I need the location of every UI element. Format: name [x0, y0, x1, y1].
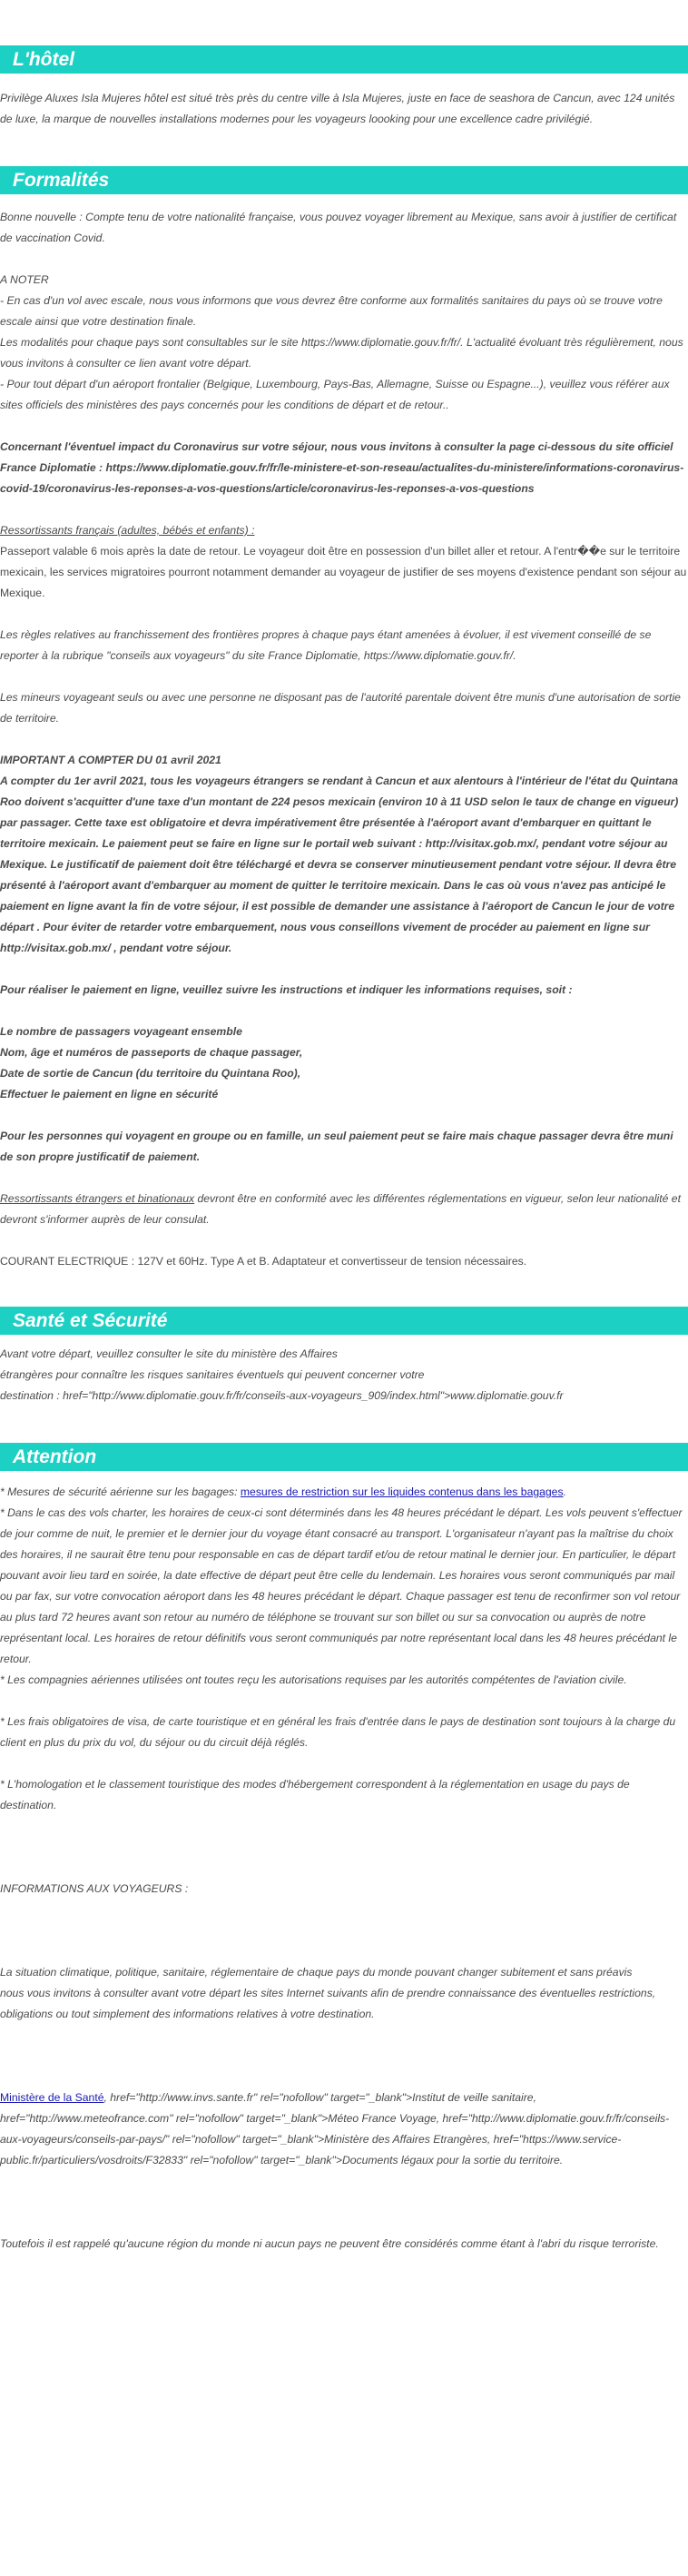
sante-line: étrangères pour connaître les risques sanitaires éventuels qui peuvent concerner votre [0, 1368, 425, 1381]
passport-requirement: Passeport valable 6 mois après la date de retour. Le voyageur doit être en possession d'un billet aller et retour. A l'entr��e sur le territoire mexicain, les services migratoires pourront notamment demander au voyageur de justifier de ses moyens d'existence pendant son séjour au Mexique. [0, 545, 687, 599]
terrorisme-note: Toutefois il est rappelé qu'aucune région du monde ni aucun pays ne peuvent être considérés comme étant à l'abri du risque terroriste. [0, 2237, 659, 2250]
attention-content [0, 1482, 688, 2255]
regles-frontieres: Les règles relatives au franchissement des frontières propres à chaque pays étant amenées à évoluer, il est vivement conseillé de se reporter à la rubrique "conseils aux voyageurs" du site France Diplomatie, https://www.diplomatie.gouv.fr/. [0, 628, 652, 662]
section-title-hotel: L'hôtel [0, 45, 688, 74]
bagages-end: . [563, 1485, 566, 1498]
hotel-text: Privilège Aluxes Isla Mujeres hôtel est situé très près du centre ville à Isla Mujeres, juste en face de seashora de Cancun, avec 124 unités de luxe, la marque de nouvelles installations modernes pour les voyageurs loooking pour une excellence cadre privilégié. [0, 92, 675, 125]
groupe-note: Pour les personnes qui voyagent en groupe ou en famille, un seul paiement peut se faire mais chaque passager devra être muni de son propre justificatif de paiement. [0, 1130, 673, 1163]
situation-note: La situation climatique, politique, sanitaire, réglementaire de chaque pays du monde pouvant changer subitement et sans préavis [0, 1966, 633, 1979]
modalites-note: Les modalités pour chaque pays sont consultables sur le site https://www.diplomatie.gouv.fr/fr/. L'actualité évoluant très régulièrement, nous vous invitons à consulter ce lien avant votre départ. [0, 336, 683, 370]
ressources-text: , href="http://www.invs.sante.fr" rel="nofollow" target="_blank">Institut de veille sanitaire, href="http://www.meteofrance.com" rel="nofollow" target="_blank">Méteo France Voyage, href="http://www.diplomatie.gouv.fr/fr/conseils-aux-voyageurs/conseils-par-pays/" rel="nofollow" target="_blank">Ministère des Affaires Etrangères, href="https://www.service-public.fr/particuliers/vosdroits/F32833" rel="nofollow" target="_blank">Documents légaux pour la sortie du territoire. [0, 2091, 670, 2166]
courant-electrique: COURANT ELECTRIQUE : 127V et 60Hz. Type A et B. Adaptateur et convertisseur de tension nécessaires. [0, 1255, 527, 1268]
a-noter-heading: A NOTER [0, 273, 49, 286]
section-title-attention: Attention [0, 1443, 688, 1471]
bagages-text: * Mesures de sécurité aérienne sur les bagages: [0, 1485, 241, 1498]
mineurs-note: Les mineurs voyageant seuls ou avec une personne ne disposant pas de l'autorité parentale doivent être munis d'une autorisation de sortie de territoire. [0, 691, 681, 725]
sante-line: Avant votre départ, veuillez consulter le site du ministère des Affaires [0, 1347, 338, 1360]
ressortissants-heading: Ressortissants français (adultes, bébés et enfants) : [0, 524, 255, 537]
etrangers-label: Ressortissants étrangers et binationaux [0, 1192, 195, 1205]
requirement-item: Date de sortie de Cancun (du territoire du Quintana Roo), [0, 1067, 301, 1080]
aeroport-frontalier-note: - Pour tout départ d'un aéroport frontalier (Belgique, Luxembourg, Pays-Bas, Allemagne, Suisse ou Espagne...), veuillez vous référer aux sites officiels des ministères des pays concernés pour les conditions de départ et de retour.. [0, 378, 670, 411]
requirement-item: Le nombre de passagers voyageant ensemble [0, 1025, 242, 1038]
etrangers-text: devront être en conformité avec les différentes réglementations en vigueur, selon leur nationalité et devront s'informer auprès de leur consulat. [0, 1192, 681, 1226]
hotel-description [0, 88, 688, 130]
section-title-formalites: Formalités [0, 166, 688, 194]
situation-note-2: nous vous invitons à consulter avant votre départ les sites Internet suivants afin de prendre connaissance des éventuelles restrictions, obligations ou tout simplement des informations relatives à votre destination. [0, 1987, 656, 2020]
formalites-content [0, 207, 688, 1272]
requirement-item: Effectuer le paiement en ligne en sécurité [0, 1088, 219, 1100]
bagages-note [0, 1482, 688, 1503]
homologation-note: * L'homologation et le classement touristique des modes d'hébergement correspondent à la réglementation en usage du pays de destination. [0, 1778, 630, 1811]
covid-notice: Concernant l'éventuel impact du Coronavirus sur votre séjour, nous vous invitons à consulter la page ci-dessous du site officiel France Diplomatie : https://www.diplomatie.gouv.fr/fr/le-ministere-et-son-reseau/actualites-du-ministere/informations-coronavirus-covid-19/coronavirus-les-reponses-a-vos-questions/article/coronavirus-les-reponses-a-vos-questions [0, 440, 684, 495]
etrangers-note [0, 1189, 688, 1230]
frais-note: * Les frais obligatoires de visa, de carte touristique et en général les frais d'entrée dans le pays de destination sont toujours à la charge du client en plus du prix du vol, du séjour ou du circuit déjà réglés. [0, 1715, 676, 1749]
charter-note: * Dans le cas des vols charter, les horaires de ceux-ci sont déterminés dans les 48 heures précédant le départ. Les vols peuvent s'effectuer de jour comme de nuit, le premier et le dernier jour du voyage étant consacré au transport. L'organisateur n'ayant pas la maîtrise du choix des horaires, il ne saurait être tenu pour responsable en cas de départ tardif et/ou de retour matinal le dernier jour. En particulier, le départ pouvant avoir lieu tard en soirée, la date effective de départ peut être celle du lendemain. Les horaires vous seront communiqués par mail ou par fax, sur votre convocation aéroport dans les 48 heures précédant le départ. Chaque passager est tenu de reconfirmer son vol retour au plus tard 72 heures avant son retour au numéro de téléphone se trouvant sur son billet ou sur sa convocation ou auprès de notre représentant local. Les horaires de retour définitifs vous seront communiqués par notre représentant local dans les 48 heures précédant le retour. [0, 1506, 683, 1665]
paiement-instructions: Pour réaliser le paiement en ligne, veuillez suivre les instructions et indiquer les informations requises, soit : [0, 983, 573, 996]
sante-content [0, 1344, 688, 1406]
info-voyageurs-heading: INFORMATIONS AUX VOYAGEURS : [0, 1882, 189, 1895]
formalites-intro: Bonne nouvelle : Compte tenu de votre nationalité française, vous pouvez voyager librement au Mexique, sans avoir à justifier de certificat de vaccination Covid. [0, 211, 677, 244]
ressources-note [0, 2087, 688, 2171]
liquides-restriction-link[interactable]: mesures de restriction sur les liquides contenus dans les bagages [240, 1485, 564, 1498]
ministere-sante-link[interactable]: Ministère de la Santé [0, 2091, 104, 2104]
requirement-item: Nom, âge et numéros de passeports de chaque passager, [0, 1046, 303, 1059]
compagnies-note: * Les compagnies aériennes utilisées ont toutes reçu les autorisations requises par les autorités compétentes de l'aviation civile. [0, 1673, 627, 1686]
important-taxe: A compter du 1er avril 2021, tous les voyageurs étrangers se rendant à Cancun et aux alentours à l'intérieur de l'état du Quintana Roo doivent s'acquitter d'une taxe d'un montant de 224 pesos mexicain (environ 10 à 11 USD selon le taux de change en vigueur) par passager. Cette taxe est obligatoire et devra impérativement être présentée à l'aéroport avant d'embarquer en quittant le territoire mexicain. Le paiement peut se faire en ligne sur le portail web suivant : http://visitax.gob.mx/, pendant votre séjour au Mexique. Le justificatif de paiement doit être téléchargé et devra se conserver minutieusement pendant votre séjour. Il devra être présenté à l'aéroport avant d'embarquer au moment de quitter le territoire mexicain. Dans le cas où vous n'avez pas anticipé le paiement en ligne avant la fin de votre séjour, il est possible de demander une assistance à l'aéroport de Cancun le jour de votre départ . Pour éviter de retarder votre embarquement, nous vous conseillons vivement de procéder au paiement en ligne sur http://visitax.gob.mx/ , pendant votre séjour. [0, 775, 679, 954]
section-title-sante: Santé et Sécurité [0, 1307, 688, 1335]
important-heading: IMPORTANT A COMPTER DU 01 avril 2021 [0, 754, 221, 766]
escale-note: - En cas d'un vol avec escale, nous vous informons que vous devrez être conforme aux formalités sanitaires du pays où se trouve votre escale ainsi que votre destination finale. [0, 294, 663, 328]
sante-line: destination : href="http://www.diplomatie.gouv.fr/fr/conseils-aux-voyageurs_909/index.html">www.diplomatie.gouv.fr [0, 1389, 564, 1402]
